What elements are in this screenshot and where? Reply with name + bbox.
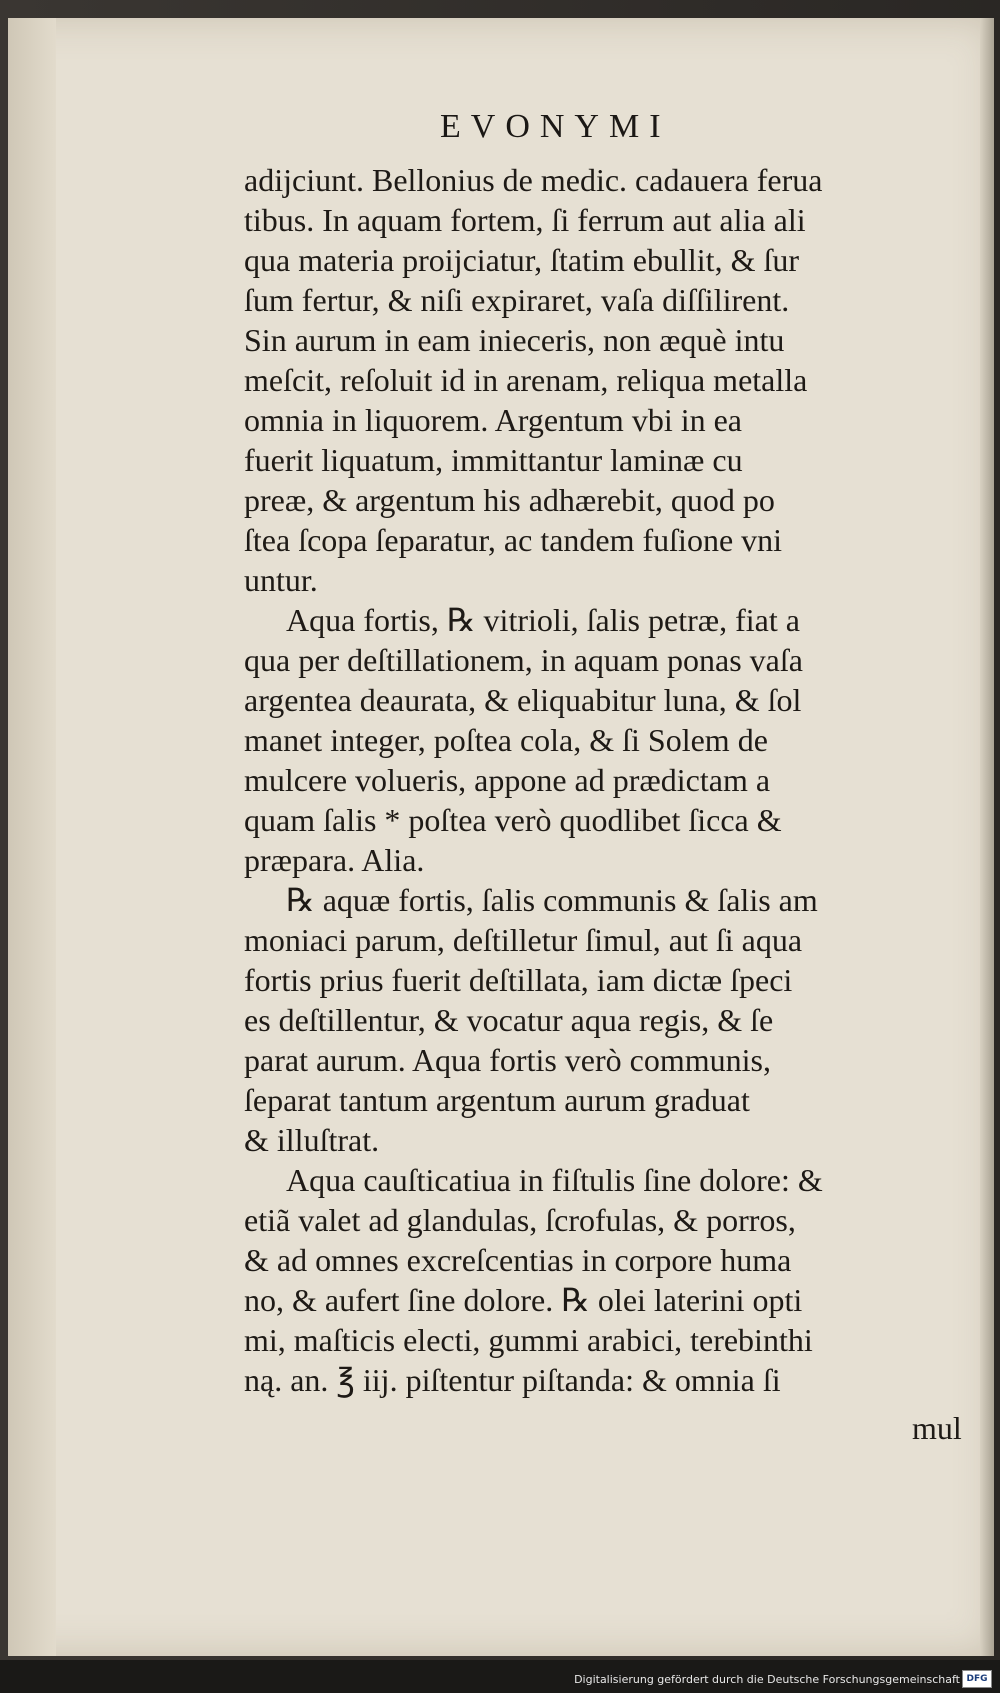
text-line: ſeparat tantum argentum aurum graduat (244, 1082, 750, 1118)
page-gutter-shadow (8, 18, 56, 1656)
text-line: ſum fertur, & niſi expiraret, vaſa diſſilirent. (244, 282, 790, 318)
text-line: mulcere volueris, appone ad prædictam a (244, 762, 771, 798)
page-edge (980, 18, 994, 1656)
text-line: omnia in liquorem. Argentum vbi in ea (244, 402, 742, 438)
footer-credit: Digitalisierung gefördert durch die Deutsche Forschungsgemeinschaft (574, 1673, 960, 1686)
text-line: Aqua cauſticatiua in fiſtulis ſine dolore: & (286, 1162, 823, 1198)
text-line: tibus. In aquam fortem, ſi ferrum aut alia ali (244, 202, 806, 238)
dfg-logo-icon: DFG (962, 1670, 992, 1688)
text-line: ℞ aquæ fortis, ſalis communis & ſalis am (286, 882, 818, 918)
text-line: untur. (244, 562, 318, 598)
body-text (244, 160, 974, 1400)
text-line: fuerit liquatum, immittantur laminæ cu (244, 442, 743, 478)
text-line: ną. an. ℥ iij. piſtentur piſtanda: & omnia ſi (244, 1362, 781, 1398)
text-line: quam ſalis * poſtea verò quodlibet ſicca & (244, 802, 782, 838)
text-line: & ad omnes excreſcentias in corpore huma (244, 1242, 792, 1278)
text-line: & illuſtrat. (244, 1122, 380, 1158)
text-line: manet integer, poſtea cola, & ſi Solem de (244, 722, 768, 758)
text-line: no, & aufert ſine dolore. ℞ olei laterini opti (244, 1282, 803, 1318)
text-line: præpara. Alia. (244, 842, 425, 878)
text-line: preæ, & argentum his adhærebit, quod po (244, 482, 775, 518)
catchword: mul (912, 1410, 962, 1446)
text-line: adijciunt. Bellonius de medic. cadauera ferua (244, 162, 823, 198)
text-line: meſcit, reſoluit id in arenam, reliqua metalla (244, 362, 808, 398)
text-line: Sin aurum in eam inieceris, non æquè intu (244, 322, 785, 358)
running-head: EVONYMI (440, 108, 671, 145)
text-line: argentea deaurata, & eliquabitur luna, & ſol (244, 682, 802, 718)
text-line: qua per deſtillationem, in aquam ponas vaſa (244, 642, 803, 678)
text-line: Aqua fortis, ℞ vitrioli, ſalis petræ, fiat a (286, 602, 800, 638)
text-line: qua materia proijciatur, ſtatim ebullit, & ſur (244, 242, 799, 278)
text-line: moniaci parum, deſtilletur ſimul, aut ſi aqua (244, 922, 803, 958)
text-line: fortis prius fuerit deſtillata, iam dictæ ſpeci (244, 962, 793, 998)
text-line: ſtea ſcopa ſeparatur, ac tandem fuſione vni (244, 522, 783, 558)
text-line: parat aurum. Aqua fortis verò communis, (244, 1042, 771, 1078)
text-line: mi, maſticis electi, gummi arabici, terebinthi (244, 1322, 813, 1358)
text-line: etiã valet ad glandulas, ſcrofulas, & porros, (244, 1202, 796, 1238)
text-line: es deſtillentur, & vocatur aqua regis, & ſe (244, 1002, 774, 1038)
